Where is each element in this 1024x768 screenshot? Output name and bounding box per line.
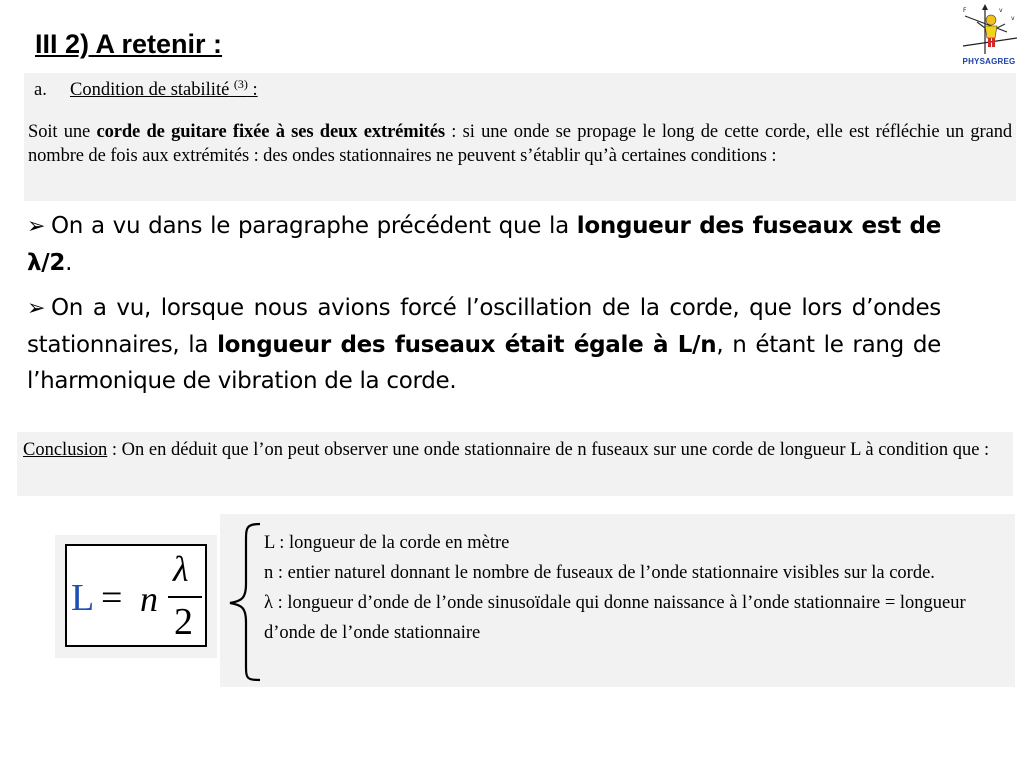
svg-text:v: v xyxy=(999,7,1003,14)
subsection-heading-text: Condition de stabilité $^{(3)}$ : xyxy=(70,77,258,100)
logo-label: PHYSAGREG xyxy=(962,57,1016,66)
formula-length: L xyxy=(71,577,95,619)
reference-number: (3) xyxy=(233,77,248,91)
bullet-list xyxy=(27,208,941,408)
stability-emphasis: corde de guitare fixée à ses deux extrémités xyxy=(96,122,445,142)
fraction-bar xyxy=(168,596,202,598)
legend-text xyxy=(264,528,1006,648)
arrow-bullet-icon: ➢ xyxy=(27,214,46,239)
bullet-emphasis: longueur des fuseaux était égale à L/n xyxy=(217,332,717,358)
formula-numerator: λ xyxy=(173,549,189,589)
conclusion-box xyxy=(17,432,1013,496)
svg-text:F: F xyxy=(963,7,967,14)
formula-equals: = xyxy=(101,577,123,619)
variable-legend-box xyxy=(220,514,1015,687)
formula-frame xyxy=(65,544,207,647)
arrow-bullet-icon: ➢ xyxy=(27,296,46,321)
bullet-item: ➢ On a vu, lorsque nous avions forcé l’oscillation de la corde, que lors d’ondes stationnaires, la longueur des fuseaux était égale à L/n, n étant le rang de l’harmonique de vibration de la corde. xyxy=(27,290,941,399)
formula-denominator: 2 xyxy=(174,601,193,643)
conclusion-text: Conclusion : On en déduit que l’on peut observer une onde stationnaire de n fuseaux sur une corde de longueur L à condition que : xyxy=(23,440,990,460)
slide-title: III 2) A retenir : xyxy=(35,29,223,59)
stability-condition-box xyxy=(24,73,1016,201)
subsection-heading xyxy=(34,78,258,102)
formula-box xyxy=(55,535,217,658)
bullet-item: ➢ On a vu dans le paragraphe précédent que la longueur des fuseaux est de λ/2. xyxy=(27,208,941,281)
physagreg-logo xyxy=(955,2,1023,66)
subsection-letter: a. xyxy=(34,80,47,100)
bullet-emphasis: longueur des fuseaux est de λ/2 xyxy=(27,213,941,276)
legend-line-n: n : entier naturel donnant le nombre de fuseaux de l’onde stationnaire visibles sur la corde. xyxy=(264,563,935,583)
svg-text:v: v xyxy=(1011,15,1015,22)
legend-line-lambda: λ : longueur d’onde de l’onde sinusoïdale qui donne naissance à l’onde stationnaire = longueur d’onde de l’onde stationnaire xyxy=(264,593,966,643)
curly-brace-icon xyxy=(224,518,264,684)
conclusion-label: Conclusion xyxy=(23,440,108,460)
formula-n: n xyxy=(140,579,158,619)
legend-line-L: L : longueur de la corde en mètre xyxy=(264,533,510,553)
stability-paragraph: Soit une corde de guitare fixée à ses deux extrémités : si une onde se propage le long de cette corde, elle est réfléchie un grand nombre de fois aux extrémités : des ondes stationnaires ne peuvent s’établir qu’à certaines conditions : xyxy=(28,122,1012,166)
physics-character-logo-icon xyxy=(955,2,1023,56)
